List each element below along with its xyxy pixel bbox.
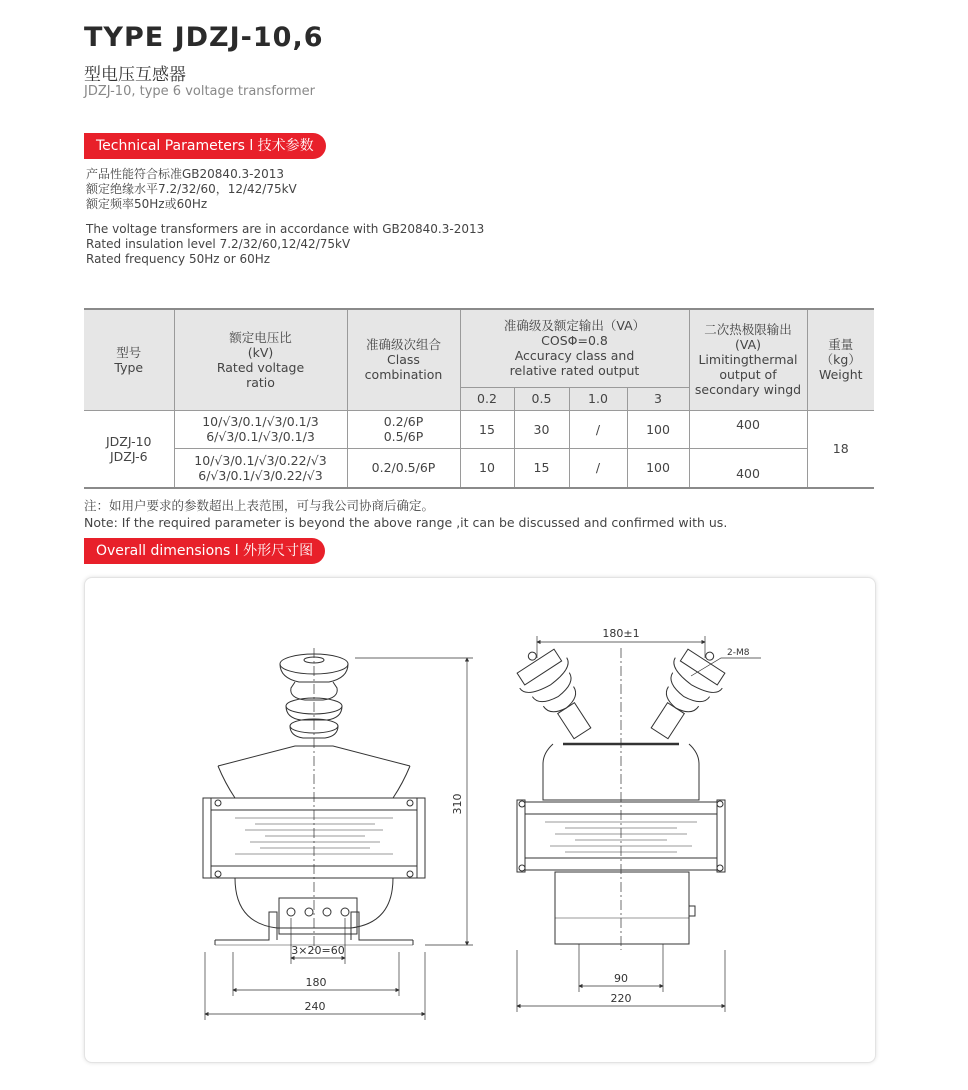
section-technical-parameters: Technical Parameters l 技术参数 [84, 133, 326, 159]
subheader-accuracy-class: 0.5 [514, 387, 569, 410]
note-cn: 注：如用户要求的参数超出上表范围，可与我公司协商后确定。 [84, 498, 435, 513]
cell-value: 100 [627, 410, 689, 448]
header-rated-voltage-ratio: 额定电压比 (kV) Rated voltage ratio [174, 309, 347, 410]
cell-limit: 400 [689, 448, 807, 488]
subheader-accuracy-class: 3 [627, 387, 689, 410]
tech-line: 额定绝缘水平7.2/32/60，12/42/75kV [86, 182, 297, 196]
cell-ratio: 10/√3/0.1/√3/0.22/√3 6/√3/0.1/√3/0.22/√3 [174, 448, 347, 488]
cell-value: 30 [514, 410, 569, 448]
dim-3x20-60: 3×20=60 [291, 944, 345, 957]
cell-value: / [569, 410, 627, 448]
page-title: TYPE JDZJ-10,6 [84, 22, 324, 53]
header-accuracy-output: 准确级及额定输出（VA） COSΦ=0.8 Accuracy class and relative rated output [460, 309, 689, 387]
cell-value: 15 [514, 448, 569, 488]
tech-params-cn [86, 167, 297, 212]
dim-240: 240 [304, 1000, 326, 1013]
dim-180: 180 [305, 976, 327, 989]
tech-params-en [86, 222, 484, 267]
page-subtitle-cn: 型电压互感器 [84, 65, 186, 85]
cell-limit: 400 [689, 410, 807, 448]
cell-value: / [569, 448, 627, 488]
header-weight: 重量 （kg） Weight [807, 309, 874, 410]
side-view [507, 638, 736, 950]
note-en: Note: If the required parameter is beyond the above range ,it can be discussed and confirmed with us. [84, 515, 728, 530]
cell-class: 0.2/0.5/6P [347, 448, 460, 488]
table-row [84, 448, 874, 488]
dimension-drawing-panel [84, 577, 876, 1063]
header-type: 型号 Type [84, 309, 174, 410]
parameters-table [84, 308, 874, 489]
dim-220: 220 [610, 992, 632, 1005]
cell-weight: 18 [807, 410, 874, 488]
dim-90: 90 [614, 972, 628, 985]
tech-line: Rated frequency 50Hz or 60Hz [86, 252, 271, 266]
cell-value: 100 [627, 448, 689, 488]
page-subtitle-en: JDZJ-10, type 6 voltage transformer [84, 84, 315, 99]
cell-class: 0.2/6P 0.5/6P [347, 410, 460, 448]
subheader-accuracy-class: 1.0 [569, 387, 627, 410]
header-limiting-thermal-output: 二次热极限输出 (VA) Limitingthermal output of secondary wingd [689, 309, 807, 410]
cell-value: 15 [460, 410, 514, 448]
tech-line: 额定频率50Hz或60Hz [86, 197, 208, 211]
label-2-m8: 2-M8 [727, 648, 750, 658]
cell-value: 10 [460, 448, 514, 488]
cell-type: JDZJ-10 JDZJ-6 [84, 410, 174, 488]
cell-ratio: 10/√3/0.1/√3/0.1/3 6/√3/0.1/√3/0.1/3 [174, 410, 347, 448]
section-overall-dimensions: Overall dimensions l 外形尺寸图 [84, 538, 325, 564]
subheader-accuracy-class: 0.2 [460, 387, 514, 410]
tech-line: The voltage transformers are in accordance with GB20840.3-2013 [86, 222, 485, 236]
front-view [203, 648, 425, 950]
table-note [84, 497, 727, 531]
dim-180-pm-1: 180±1 [602, 627, 640, 640]
tech-line: Rated insulation level 7.2/32/60,12/42/75kV [86, 237, 351, 251]
table-row [84, 410, 874, 448]
dimension-drawing [85, 578, 875, 1062]
header-class-combination: 准确级次组合 Class combination [347, 309, 460, 410]
dim-310: 310 [451, 793, 464, 815]
tech-line: 产品性能符合标准GB20840.3-2013 [86, 167, 285, 181]
